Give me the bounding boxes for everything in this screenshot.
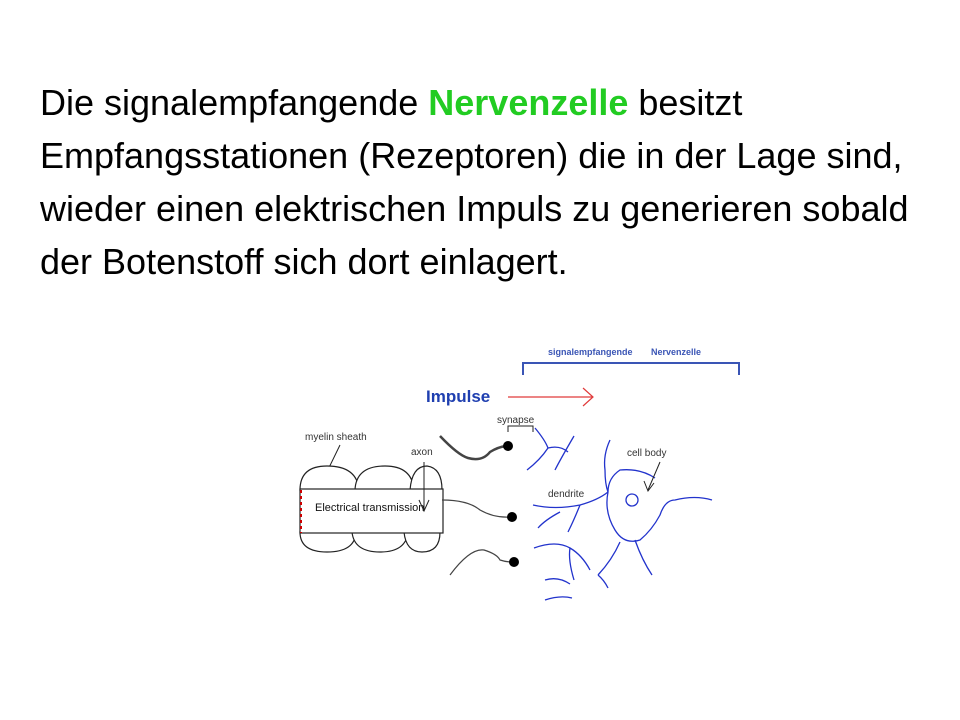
terminal-bulb [507,512,517,522]
synapse-bracket [508,426,533,432]
receiving-cell-bracket [523,347,739,375]
highlight-word: Nervenzelle [428,82,629,123]
synapse-label: synapse [497,415,535,426]
impulse-label: Impulse [426,387,491,406]
myelin-label: myelin sheath [305,432,367,443]
terminal-bulb [503,441,513,451]
cell-body-pointer [648,462,660,490]
cell-body-arrowhead [644,481,654,491]
text-before: Die signalempfangende [40,82,429,123]
axon-terminals [440,436,512,575]
terminal-bulb [509,557,519,567]
axon-label: axon [411,447,433,458]
bracket-label-2: Nervenzelle [651,347,702,357]
impulse-arrow [508,388,593,406]
dendrite-label: dendrite [548,489,585,500]
electrical-label: Electrical transmission [315,502,425,514]
bracket-label-1: signalempfangende [548,347,633,357]
receiving-neuron [527,428,712,600]
cell-body-label: cell body [627,448,667,459]
text-after: besitzt Empfangsstationen (Rezeptoren) die in der Lage sind, wieder einen elektrischen Impuls zu generieren sobald der Botenstoff sich dort einlagert. [40,82,909,282]
